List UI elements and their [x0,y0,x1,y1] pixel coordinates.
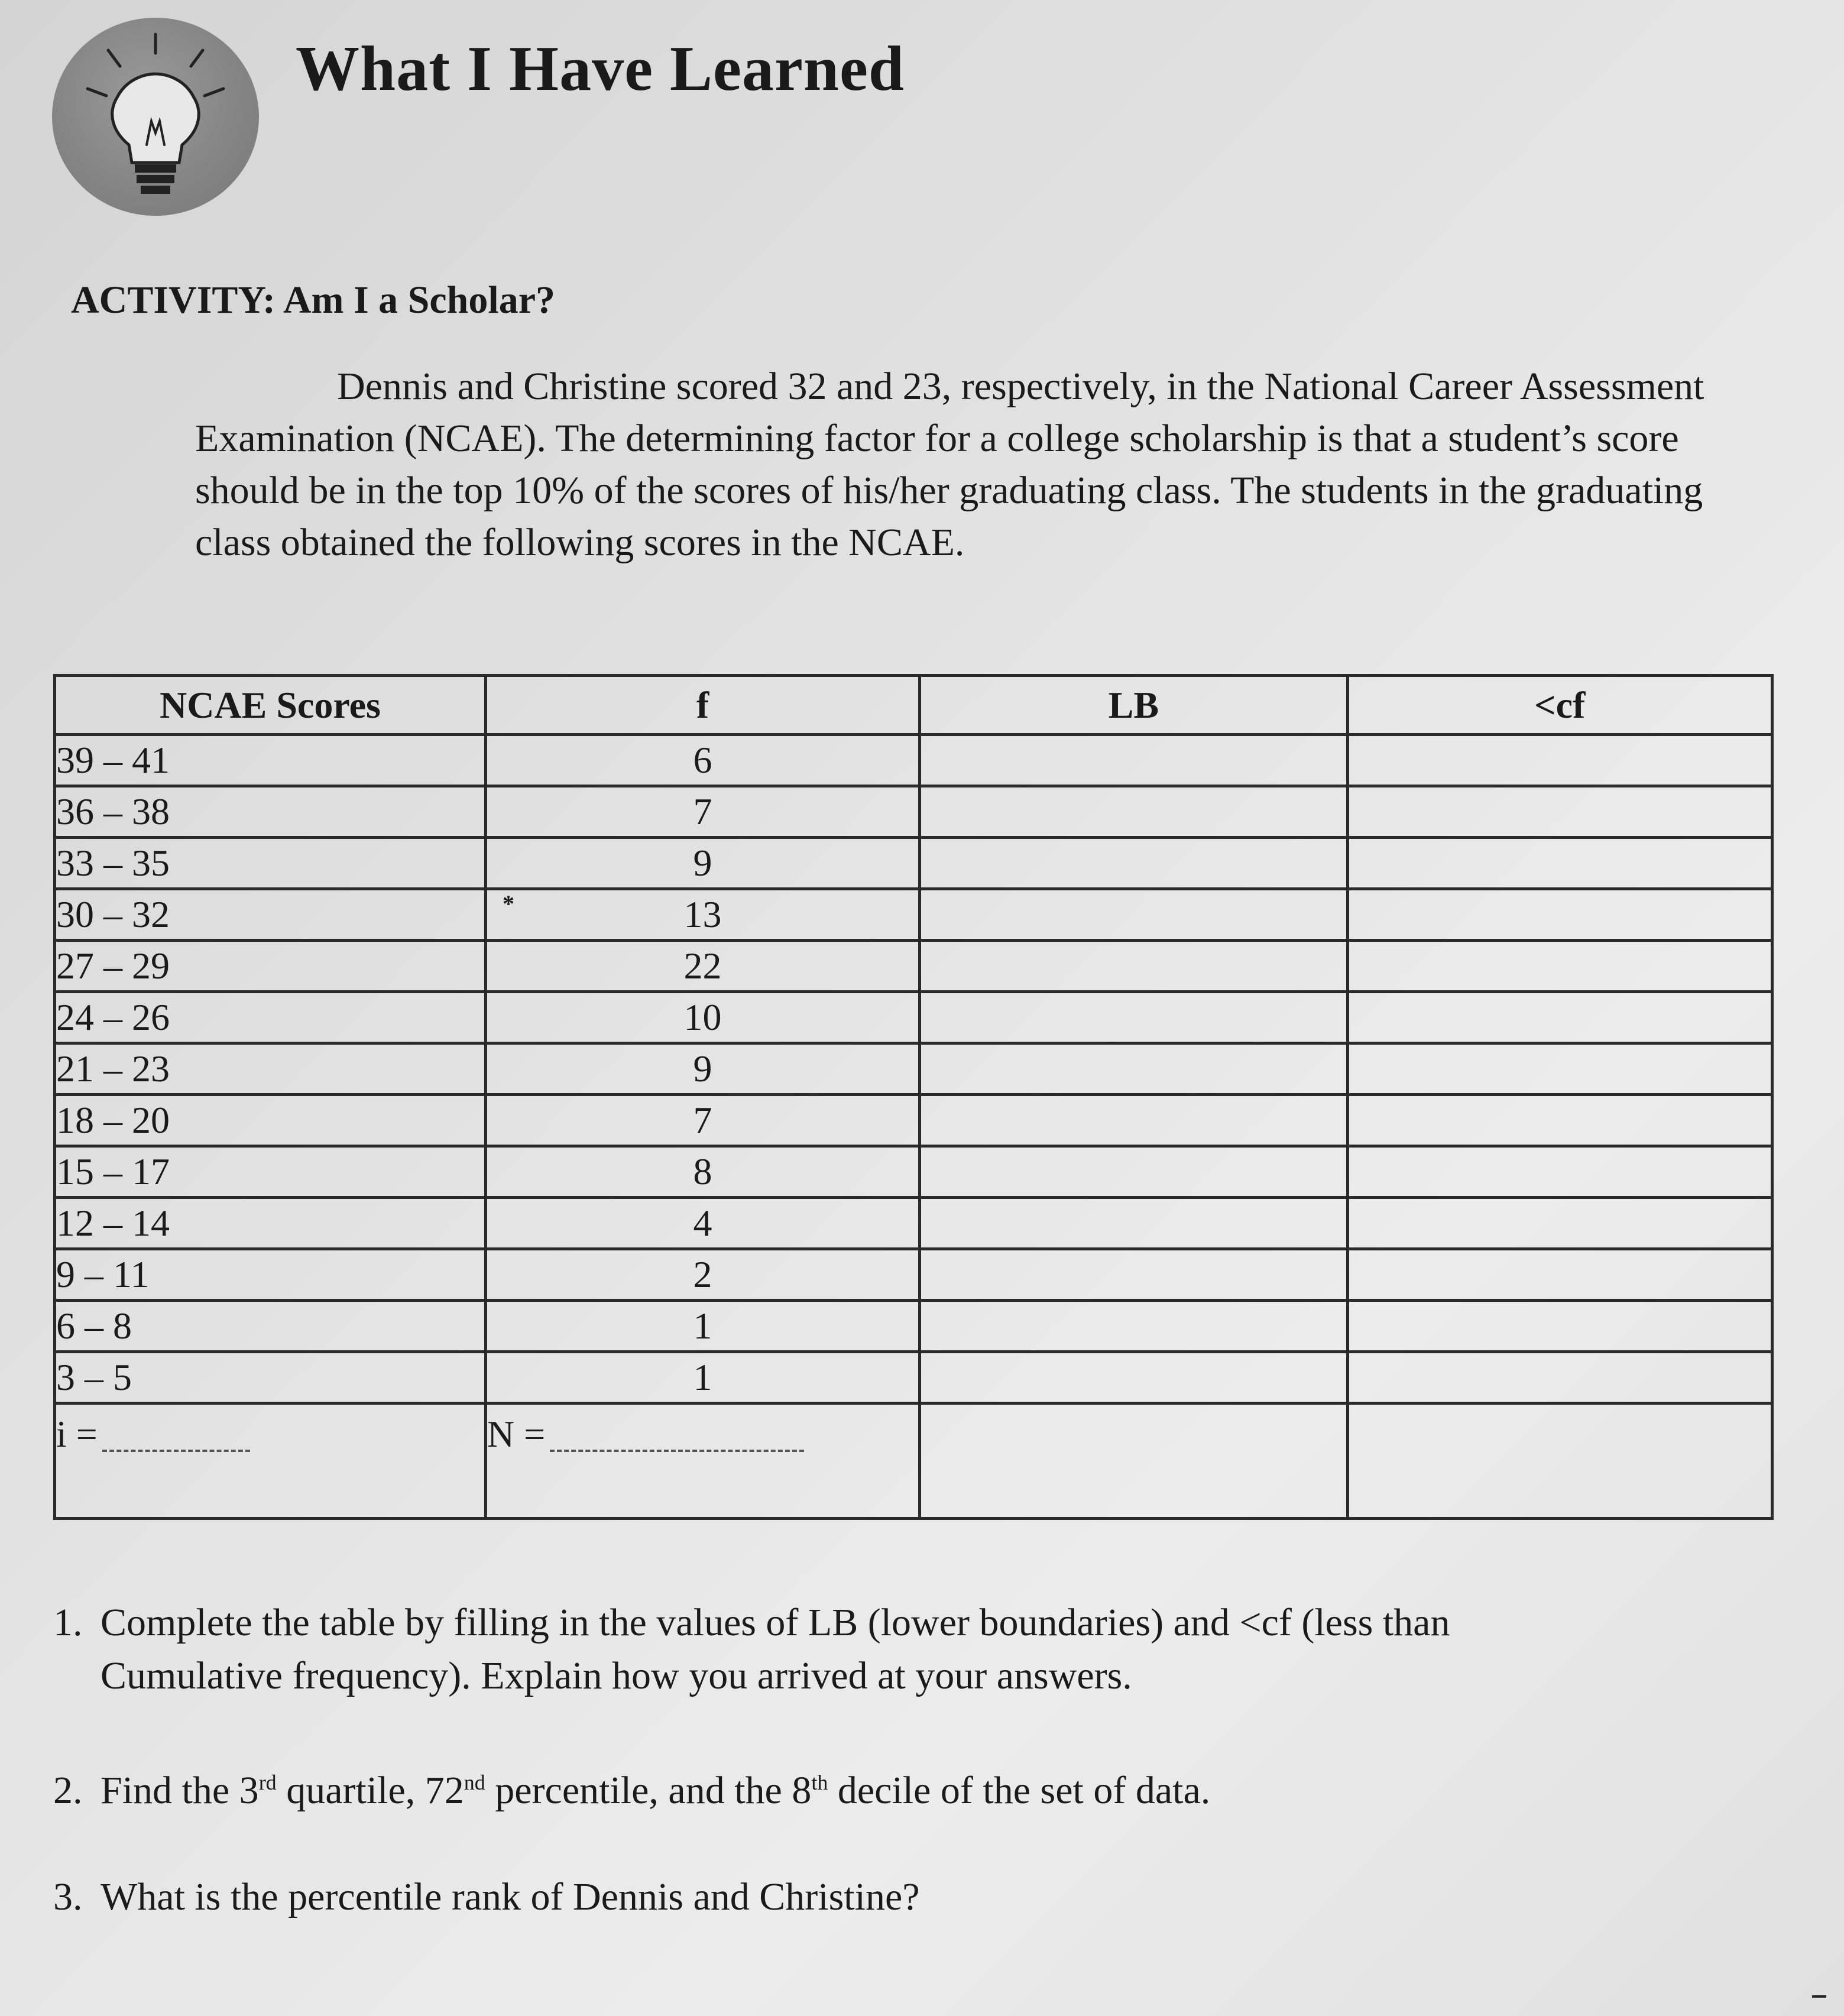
frequency-value: 9 [485,838,919,889]
frequency-value: 9 [485,1043,919,1095]
table-row [55,992,1772,1043]
lb-blank-cell[interactable] [920,735,1347,786]
lb-blank-cell[interactable] [920,1249,1347,1301]
header-ncae-scores: NCAE Scores [55,676,486,735]
lb-blank-cell[interactable] [920,1352,1347,1404]
frequency-value: 1 [485,1352,919,1404]
table-row [55,838,1772,889]
score-interval: 24 – 26 [55,992,486,1043]
total-frequency-cell [485,1404,919,1519]
intro-paragraph-block [195,361,1756,569]
table-row [55,1095,1772,1146]
star-mark: * [503,890,514,917]
question-text-continued: Cumulative frequency). Explain how you arrived at your answers. [101,1654,1132,1697]
question-item [53,1596,1768,1703]
frequency-value: 2 [485,1249,919,1301]
cf-blank-cell[interactable] [1347,1095,1772,1146]
table-row [55,735,1772,786]
table-row [55,1043,1772,1095]
question-text: What is the percentile rank of Dennis and Christine? [101,1875,920,1918]
question-text [101,1769,1210,1812]
cf-blank-cell[interactable] [1347,889,1772,941]
score-interval: 15 – 17 [55,1146,486,1198]
frequency-value: 7 [485,786,919,838]
cf-blank-cell[interactable] [1347,1146,1772,1198]
lb-blank-cell[interactable] [920,1043,1347,1095]
question-text-part: percentile, and the 8 [485,1769,812,1812]
score-interval: 12 – 14 [55,1198,486,1249]
cf-blank-cell[interactable] [1347,1352,1772,1404]
ordinal-suffix: rd [258,1771,277,1794]
table-row [55,786,1772,838]
lb-blank-cell[interactable] [920,1095,1347,1146]
lb-blank-cell[interactable] [920,1301,1347,1352]
question-item [53,1756,1768,1817]
lb-blank-cell[interactable] [920,1198,1347,1249]
class-width-cell [55,1404,486,1519]
question-number: 2. [53,1769,83,1812]
cf-blank-cell[interactable] [1347,992,1772,1043]
page-title: What I Have Learned [296,34,905,104]
cf-blank-cell[interactable] [1347,1404,1772,1519]
total-frequency-label: N = [487,1413,546,1455]
cf-blank-cell[interactable] [1347,1301,1772,1352]
score-interval: 39 – 41 [55,735,486,786]
cf-blank-cell[interactable] [1347,941,1772,992]
ordinal-suffix: nd [464,1771,485,1794]
ncae-frequency-table [53,674,1774,1520]
frequency-value: 6 [485,735,919,786]
cf-blank-cell[interactable] [1347,838,1772,889]
score-interval: 9 – 11 [55,1249,486,1301]
table-row [55,889,1772,941]
cf-blank-cell[interactable] [1347,1198,1772,1249]
score-interval: 27 – 29 [55,941,486,992]
table-row [55,1301,1772,1352]
frequency-value: 22 [485,941,919,992]
question-text-part: Find the 3 [101,1769,259,1812]
lb-blank-cell[interactable] [920,838,1347,889]
activity-heading: ACTIVITY: Am I a Scholar? [71,278,556,322]
cf-blank-cell[interactable] [1347,1043,1772,1095]
table-row [55,1198,1772,1249]
question-text-part: decile of the set of data. [828,1769,1211,1812]
score-interval: 36 – 38 [55,786,486,838]
lb-blank-cell[interactable] [920,1146,1347,1198]
frequency-value: 4 [485,1198,919,1249]
header-lower-boundary: LB [920,676,1347,735]
total-frequency-blank[interactable] [550,1420,804,1452]
question-text: Complete the table by filling in the values of LB (lower boundaries) and <cf (less than [101,1601,1450,1644]
question-number: 3. [53,1875,83,1918]
lb-blank-cell[interactable] [920,889,1347,941]
frequency-value: 10 [485,992,919,1043]
intro-paragraph: Dennis and Christine scored 32 and 23, respectively, in the National Career Assessment Examination (NCAE). The determining factor for a college scholarship is that a student’s score should be in the top 10% of the scores of his/her graduating class. The students in the graduating class obtained the following scores in the NCAE. [195,365,1704,564]
frequency-value: 7 [485,1095,919,1146]
score-interval: 6 – 8 [55,1301,486,1352]
lb-blank-cell[interactable] [920,992,1347,1043]
cf-blank-cell[interactable] [1347,786,1772,838]
score-interval: 33 – 35 [55,838,486,889]
score-interval: 30 – 32 [55,889,486,941]
class-width-blank[interactable] [102,1420,250,1452]
score-interval: 3 – 5 [55,1352,486,1404]
table-total-row [55,1404,1772,1519]
question-text-part: quartile, 72 [276,1769,464,1812]
table-header-row [55,676,1772,735]
score-interval: 18 – 20 [55,1095,486,1146]
question-list [53,1596,1768,1977]
table-row [55,1352,1772,1404]
class-width-label: i = [56,1413,98,1455]
stray-dash-mark [1812,1995,1826,1998]
question-item [53,1871,1768,1924]
table-row [55,1146,1772,1198]
table-row [55,941,1772,992]
question-number: 1. [53,1601,83,1644]
score-interval: 21 – 23 [55,1043,486,1095]
frequency-value: 8 [485,1146,919,1198]
lb-blank-cell[interactable] [920,1404,1347,1519]
header-frequency: f [485,676,919,735]
frequency-value: 13 [485,889,919,941]
cf-blank-cell[interactable] [1347,1249,1772,1301]
table-row [55,1249,1772,1301]
lightbulb-icon [52,18,259,216]
lb-blank-cell[interactable] [920,941,1347,992]
frequency-value: 1 [485,1301,919,1352]
header-less-than-cf: <cf [1347,676,1772,735]
ordinal-suffix: th [811,1771,828,1794]
lb-blank-cell[interactable] [920,786,1347,838]
cf-blank-cell[interactable] [1347,735,1772,786]
